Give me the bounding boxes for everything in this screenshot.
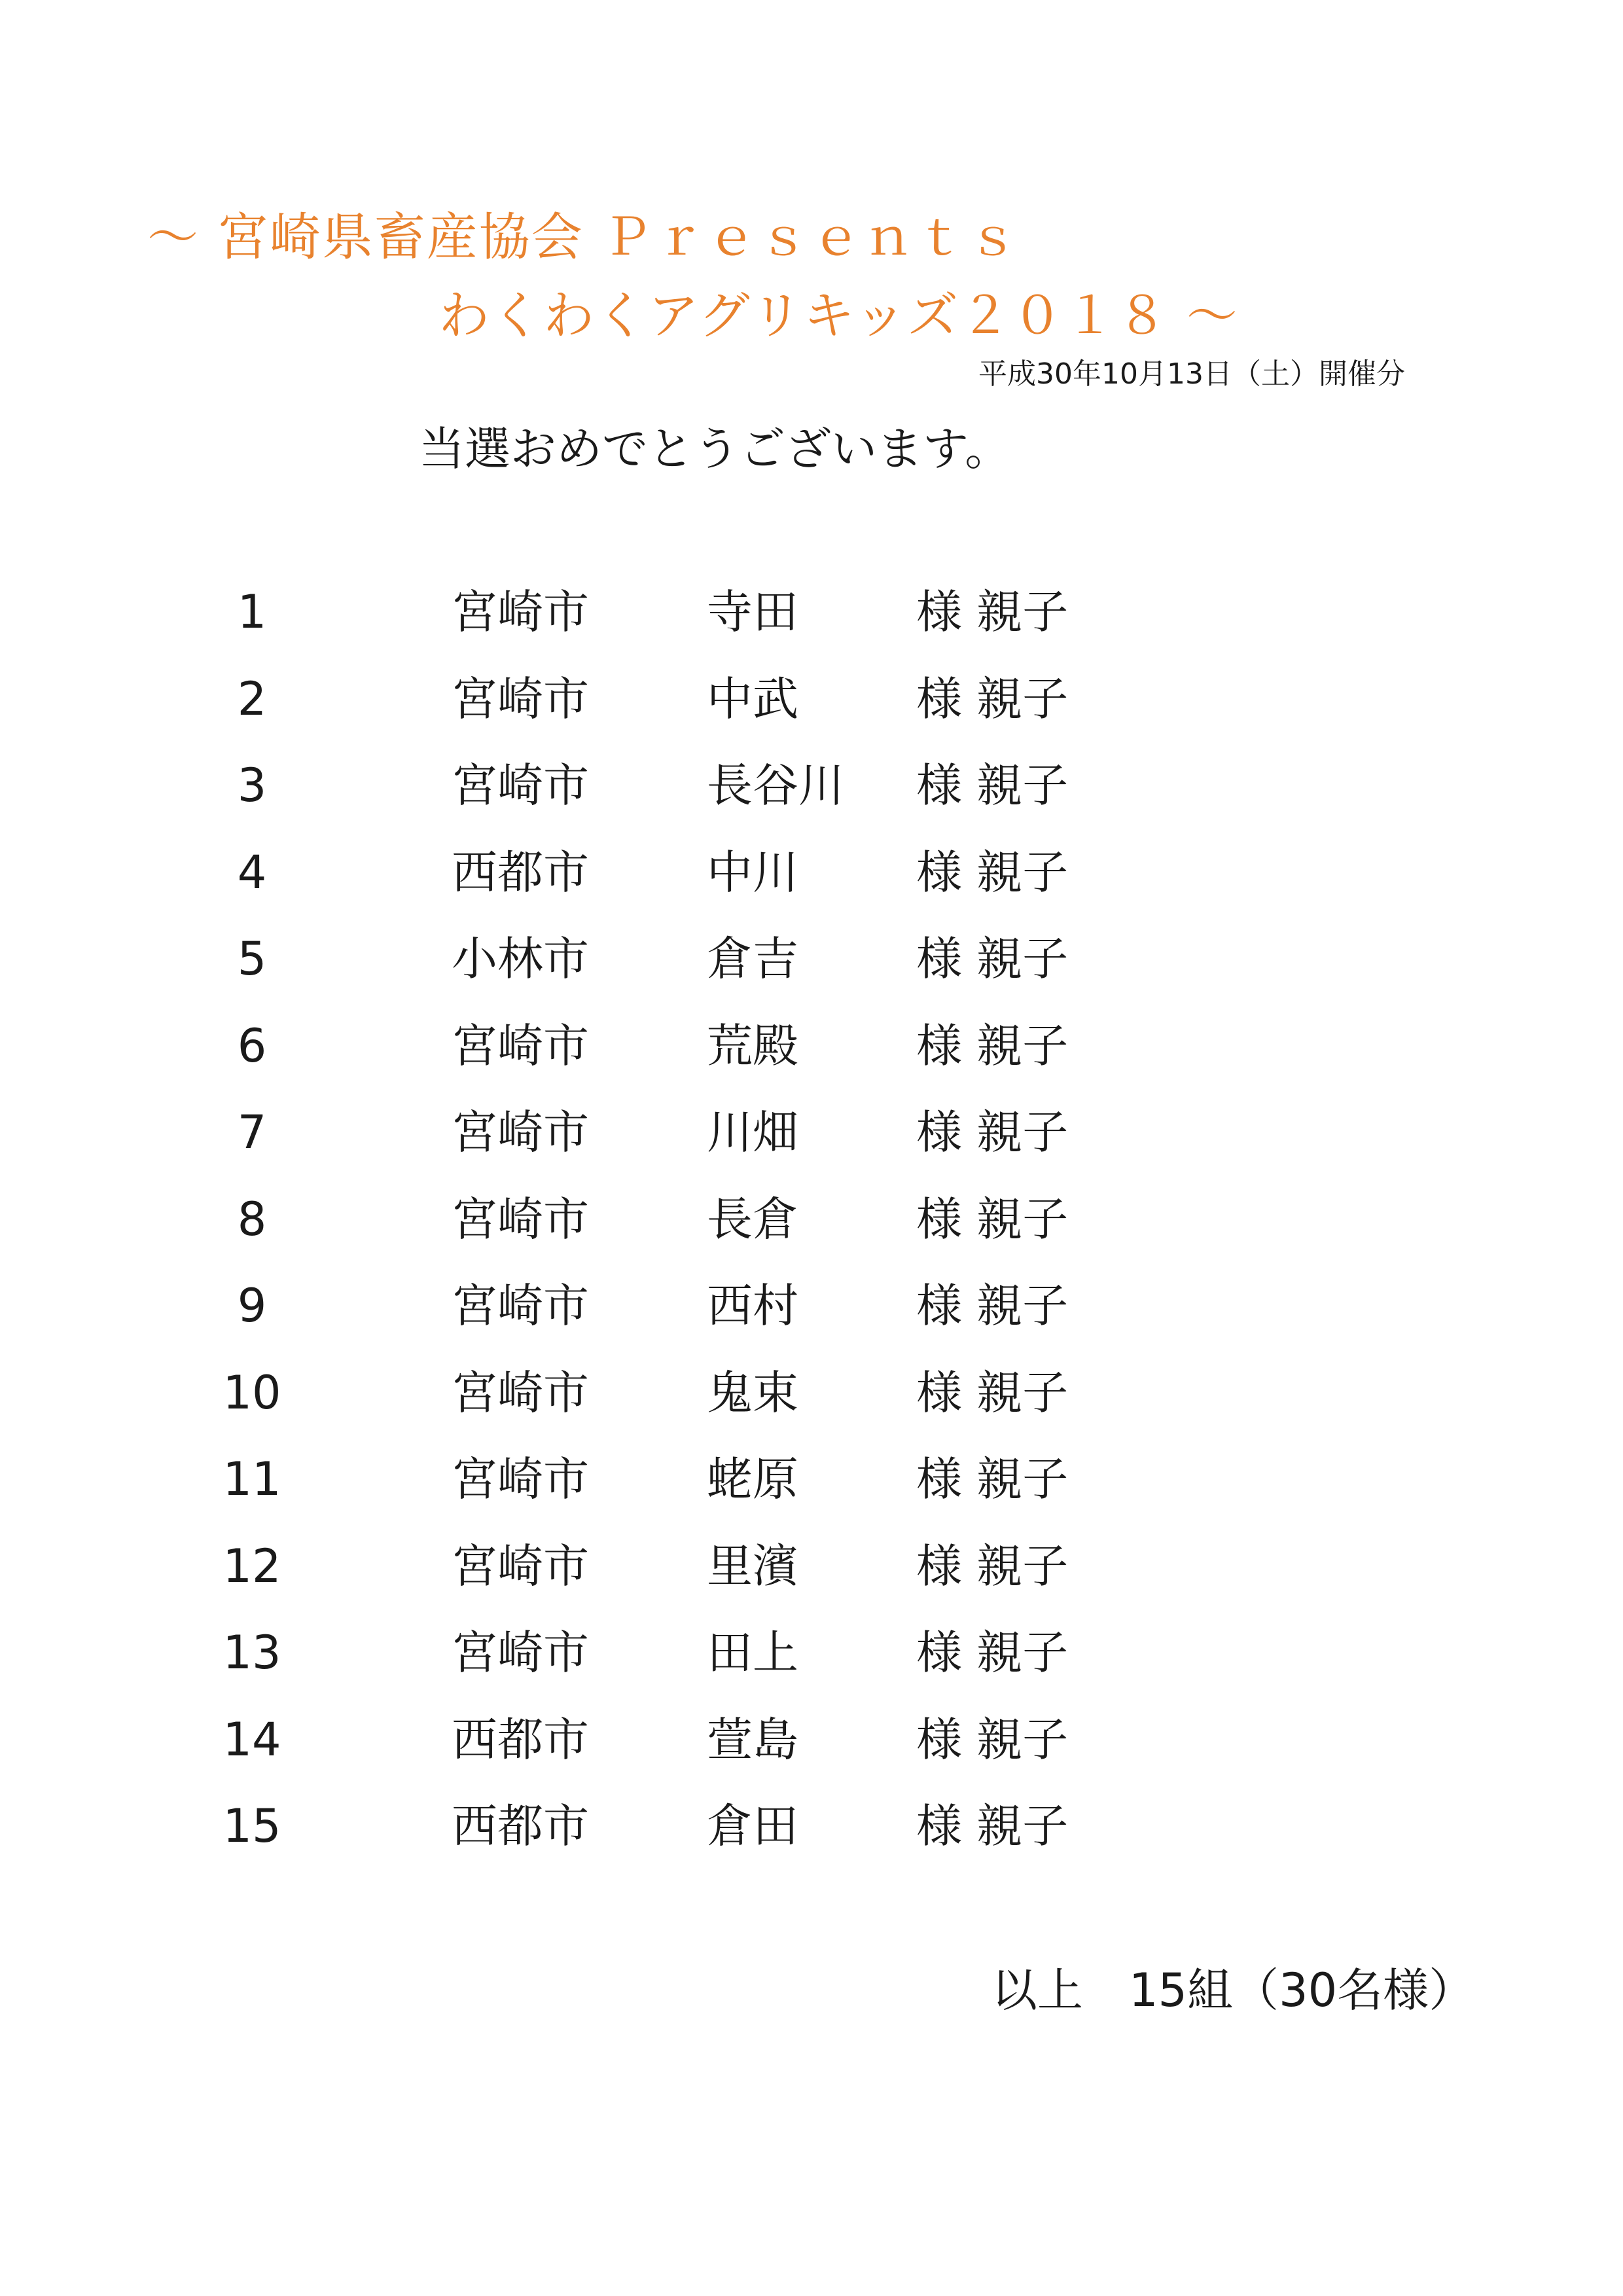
winner-city: 宮崎市 (452, 1018, 589, 1073)
winner-honorific: 様 親子 (916, 1539, 1069, 1593)
winner-name: 長谷川 (707, 759, 844, 812)
winner-city: 宮崎市 (452, 585, 589, 639)
winner-number: 5 (237, 932, 267, 986)
winner-row (0, 1273, 1623, 1360)
winner-city: 宮崎市 (452, 1105, 589, 1159)
winner-number: 10 (223, 1365, 281, 1420)
winner-number: 4 (237, 845, 267, 899)
winner-row (0, 1013, 1623, 1100)
winner-name: 中川 (707, 845, 798, 899)
winner-name: 倉吉 (707, 932, 798, 986)
winner-row (0, 579, 1623, 666)
winner-row (0, 666, 1623, 753)
winner-number: 7 (237, 1105, 267, 1159)
winner-honorific: 様 親子 (916, 1452, 1069, 1506)
winner-city: 宮崎市 (452, 759, 589, 812)
winner-row (0, 1187, 1623, 1274)
winner-number: 8 (237, 1192, 267, 1246)
winner-city: 宮崎市 (452, 1539, 589, 1593)
winner-name: 西村 (707, 1279, 798, 1333)
total-summary: 以上 15組（30名様） (991, 1964, 1475, 2017)
winner-city: 西都市 (452, 1712, 589, 1767)
winner-city: 宮崎市 (452, 1279, 589, 1333)
winner-city: 宮崎市 (452, 1365, 589, 1420)
winner-name: 荒殿 (707, 1018, 798, 1073)
winner-name: 田上 (707, 1626, 798, 1679)
winner-city: 西都市 (452, 1799, 589, 1853)
winner-number: 9 (237, 1279, 267, 1333)
winner-name: 鬼束 (707, 1365, 798, 1420)
winner-row (0, 1446, 1623, 1534)
winner-honorific: 様 親子 (916, 1018, 1069, 1073)
winner-row (0, 1360, 1623, 1447)
winner-number: 2 (237, 672, 267, 726)
winner-honorific: 様 親子 (916, 845, 1069, 899)
winner-number: 14 (223, 1712, 281, 1767)
title-line-1: ～ 宮崎県畜産協会 Ｐｒｅｓｅｎｔｓ (147, 208, 1020, 267)
winner-row (0, 1793, 1623, 1880)
winner-honorific: 様 親子 (916, 1279, 1069, 1333)
winner-row (0, 1534, 1623, 1621)
winner-honorific: 様 親子 (916, 1192, 1069, 1246)
winner-name: 中武 (707, 672, 798, 726)
winner-number: 15 (223, 1799, 281, 1853)
winner-honorific: 様 親子 (916, 1712, 1069, 1767)
winner-name: 長倉 (707, 1192, 798, 1246)
winner-number: 6 (237, 1018, 267, 1073)
winner-honorific: 様 親子 (916, 759, 1069, 812)
winner-city: 宮崎市 (452, 1626, 589, 1679)
winner-row (0, 1100, 1623, 1187)
winner-name: 寺田 (707, 585, 798, 639)
winner-row (0, 1620, 1623, 1707)
winner-city: 宮崎市 (452, 1192, 589, 1246)
event-date: 平成30年10月13日（土）開催分 (978, 357, 1405, 391)
winner-city: 西都市 (452, 845, 589, 899)
winner-row (0, 1707, 1623, 1794)
winner-city: 小林市 (452, 932, 589, 986)
winners-list (0, 579, 1623, 1880)
winner-row (0, 840, 1623, 927)
winner-row (0, 926, 1623, 1013)
winner-name: 里濱 (707, 1539, 798, 1593)
winner-number: 12 (223, 1539, 281, 1593)
winner-honorific: 様 親子 (916, 585, 1069, 639)
winner-number: 3 (237, 759, 267, 812)
winner-name: 倉田 (707, 1799, 798, 1853)
winner-number: 13 (223, 1626, 281, 1679)
congratulations-message: 当選おめでとうございます。 (419, 422, 1011, 476)
winner-name: 萱島 (707, 1712, 798, 1767)
winner-honorific: 様 親子 (916, 1626, 1069, 1679)
winner-honorific: 様 親子 (916, 672, 1069, 726)
winner-honorific: 様 親子 (916, 1799, 1069, 1853)
winner-name: 蛯原 (707, 1452, 798, 1506)
winner-honorific: 様 親子 (916, 1365, 1069, 1420)
winner-city: 宮崎市 (452, 1452, 589, 1506)
winner-row (0, 753, 1623, 840)
winner-number: 11 (223, 1452, 281, 1506)
winner-number: 1 (237, 585, 267, 639)
title-line-2: わくわくアグリキッズ２０１８ ～ (438, 287, 1239, 346)
winner-name: 川畑 (707, 1105, 798, 1159)
winner-city: 宮崎市 (452, 672, 589, 726)
winner-honorific: 様 親子 (916, 932, 1069, 986)
winner-honorific: 様 親子 (916, 1105, 1069, 1159)
